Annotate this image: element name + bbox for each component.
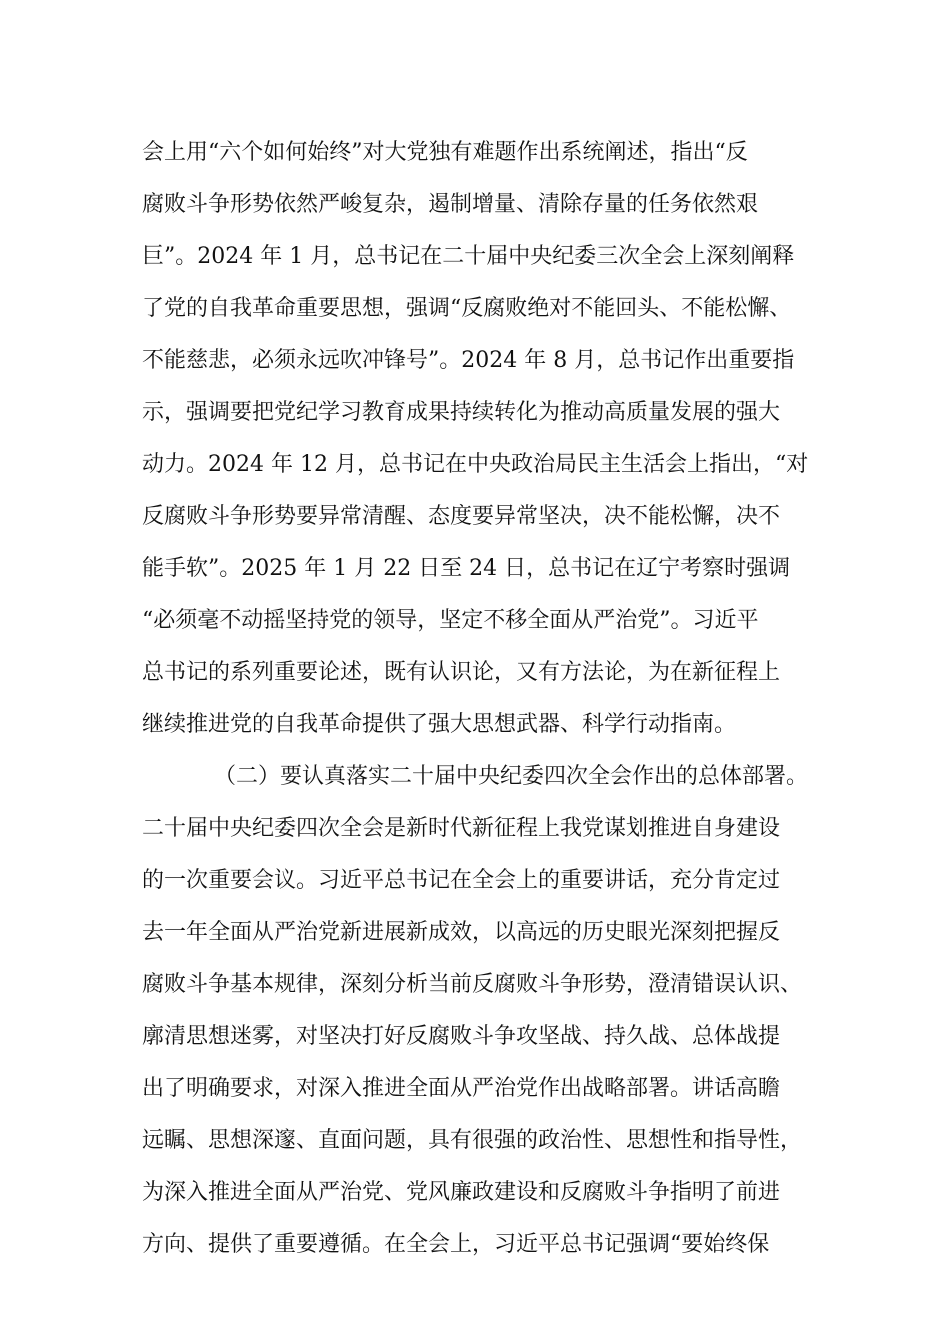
text-line: 反腐败斗争形势要异常清醒、态度要异常坚决，决不能松懈，决不 — [142, 504, 781, 529]
text-line: 腐败斗争形势依然严峻复杂，遏制增量、清除存量的任务依然艰 — [142, 192, 759, 217]
text-line: “必须毫不动摇坚持党的领导，坚定不移全面从严治党”。习近平 — [142, 608, 759, 633]
text-line: 廓清思想迷雾，对坚决打好反腐败斗争攻坚战、持久战、总体战提 — [142, 1024, 781, 1049]
text-line: 去一年全面从严治党新进展新成效，以高远的历史眼光深刻把握反 — [142, 920, 781, 945]
text-line: 会上用“六个如何始终”对大党独有难题作出系统阐述，指出“反 — [142, 140, 748, 165]
text-line: 远瞩、思想深邃、直面问题，具有很强的政治性、思想性和指导性， — [142, 1128, 803, 1153]
text-line: 继续推进党的自我革命提供了强大思想武器、科学行动指南。 — [142, 712, 737, 737]
body-text — [142, 127, 842, 1271]
text-line: 示，强调要把党纪学习教育成果持续转化为推动高质量发展的强大 — [142, 400, 781, 425]
text-line: 出了明确要求，对深入推进全面从严治党作出战略部署。讲话高瞻 — [142, 1076, 781, 1101]
text-line: 不能慈悲，必须永远吹冲锋号”。2024 年 8 月，总书记作出重要指 — [142, 348, 795, 373]
section-heading-line: （二）要认真落实二十届中央纪委四次全会作出的总体部署。 — [214, 764, 809, 789]
text-line: 为深入推进全面从严治党、党风廉政建设和反腐败斗争指明了前进 — [142, 1180, 781, 1205]
text-line: 总书记的系列重要论述，既有认识论，又有方法论，为在新征程上 — [142, 660, 781, 685]
text-line: 的一次重要会议。习近平总书记在全会上的重要讲话，充分肯定过 — [142, 868, 781, 893]
text-line: 二十届中央纪委四次全会是新时代新征程上我党谋划推进自身建设 — [142, 816, 781, 841]
text-line: 巨”。2024 年 1 月，总书记在二十届中央纪委三次全会上深刻阐释 — [142, 244, 795, 269]
text-line: 了党的自我革命重要思想，强调“反腐败绝对不能回头、不能松懈、 — [142, 296, 792, 321]
text-line: 能手软”。2025 年 1 月 22 日至 24 日，总书记在辽宁考察时强调 — [142, 556, 791, 581]
text-line: 方向、提供了重要遵循。在全会上，习近平总书记强调“要始终保 — [142, 1232, 770, 1257]
text-line: 腐败斗争基本规律，深刻分析当前反腐败斗争形势，澄清错误认识、 — [142, 972, 803, 997]
text-line: 动力。2024 年 12 月，总书记在中央政治局民主生活会上指出，“对 — [142, 452, 809, 477]
